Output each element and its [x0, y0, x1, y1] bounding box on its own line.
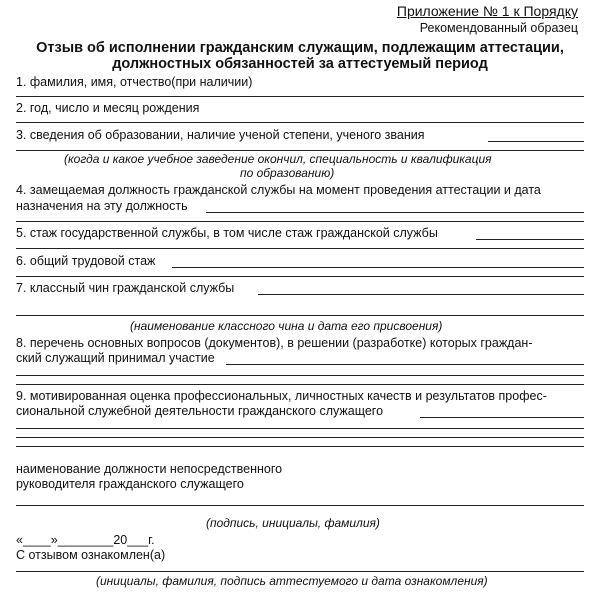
field-3-caption-2: по образованию) [240, 166, 335, 180]
signature-line[interactable] [16, 505, 584, 506]
field-3-line[interactable] [16, 150, 584, 151]
field-5-label: 5. стаж государственной службы, в том числе стаж гражданской службы [16, 226, 438, 240]
field-1-line[interactable] [16, 96, 584, 97]
supervisor-position-line-2: руководителя гражданского служащего [16, 477, 244, 491]
supervisor-position-line-1: наименование должности непосредственного [16, 462, 283, 476]
field-4-line[interactable] [16, 221, 584, 222]
field-2-line[interactable] [16, 122, 584, 123]
field-5-line[interactable] [16, 248, 584, 249]
field-4-line-inline[interactable] [206, 212, 584, 213]
field-7-caption: (наименование классного чина и дата его присвоения) [130, 319, 443, 333]
field-8-label-line-1: 8. перечень основных вопросов (документов), в решении (разработке) которых граждан- [16, 336, 533, 350]
acknowledgement-line[interactable] [16, 571, 584, 572]
signature-caption: (подпись, инициалы, фамилия) [206, 516, 380, 530]
field-4-label-line-1: 4. замещаемая должность гражданской службы на момент проведения аттестации и дата [16, 183, 541, 197]
form-title-line-1: Отзыв об исполнении гражданским служащим, подлежащим аттестации, [36, 40, 564, 56]
field-9-label-line-2: сиональной служебной деятельности гражданского служащего [16, 404, 384, 418]
field-8-line-inline[interactable] [226, 364, 584, 365]
field-8-line-2[interactable] [16, 384, 584, 385]
field-6-line[interactable] [16, 276, 584, 277]
recommended-label: Рекомендованный образец [419, 21, 578, 35]
field-5-line-inline[interactable] [476, 239, 584, 240]
field-9-line-3[interactable] [16, 446, 584, 447]
field-2-label: 2. год, число и месяц рождения [16, 101, 200, 115]
date-field[interactable]: «____»________20___г. [16, 533, 155, 547]
field-7-label: 7. классный чин гражданской службы [16, 281, 235, 295]
field-9-line-inline[interactable] [420, 417, 584, 418]
acknowledgement-caption: (инициалы, фамилия, подпись аттестуемого и дата ознакомления) [96, 574, 488, 588]
field-1-label: 1. фамилия, имя, отчество(при наличии) [16, 75, 253, 89]
field-7-line[interactable] [16, 315, 584, 316]
field-6-label: 6. общий трудовой стаж [16, 254, 156, 268]
field-8-label-line-2: ский служащий принимал участие [16, 351, 215, 365]
form-title-line-2: должностных обязанностей за аттестуемый период [112, 56, 488, 72]
field-3-line-inline[interactable] [488, 141, 584, 142]
field-9-label-line-1: 9. мотивированная оценка профессиональных, личностных качеств и результатов профес- [16, 389, 547, 403]
field-9-line-1[interactable] [16, 428, 584, 429]
field-9-line-2[interactable] [16, 437, 584, 438]
field-6-line-inline[interactable] [172, 267, 584, 268]
field-8-line-1[interactable] [16, 375, 584, 376]
field-7-line-inline[interactable] [258, 294, 584, 295]
appendix-label: Приложение № 1 к Порядку [396, 3, 578, 19]
field-4-label-line-2: назначения на эту должность [16, 199, 188, 213]
acknowledged-label: С отзывом ознакомлен(а) [16, 548, 166, 562]
field-3-label: 3. сведения об образовании, наличие ученой степени, ученого звания [16, 128, 425, 142]
field-3-caption-1: (когда и какое учебное заведение окончил, специальность и квалификация [64, 152, 492, 166]
